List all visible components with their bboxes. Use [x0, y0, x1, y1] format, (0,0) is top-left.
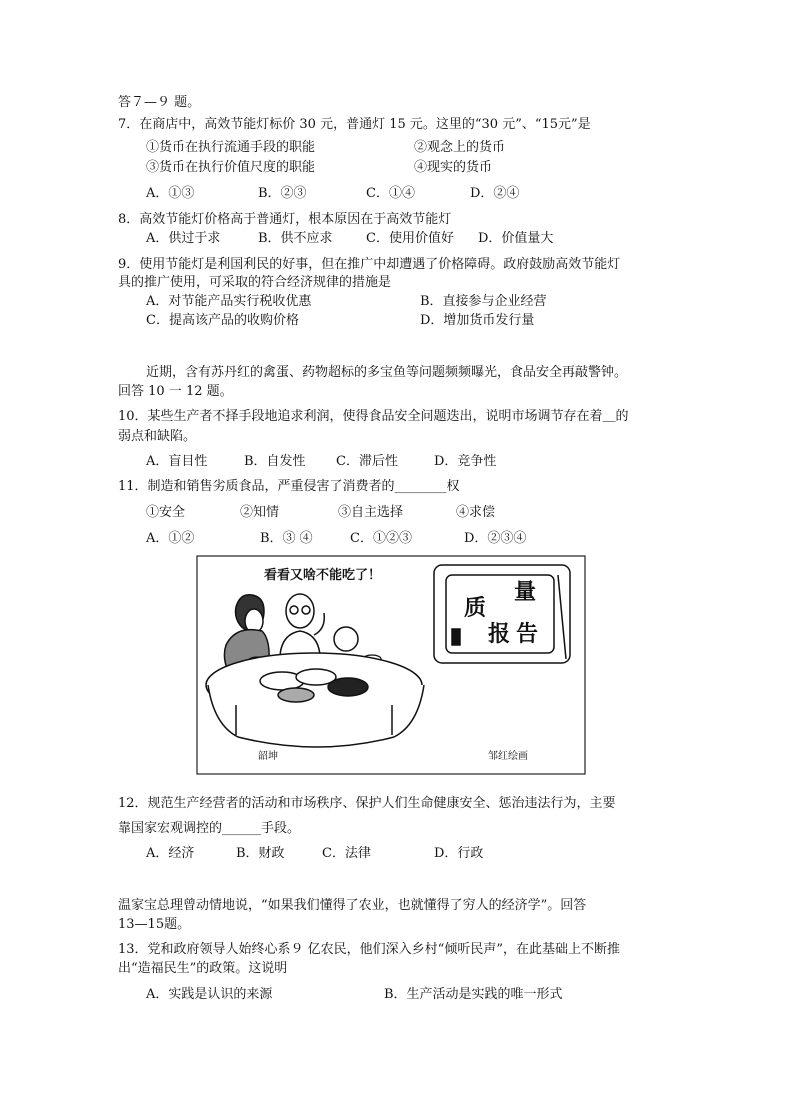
- question-12-stem-cont: 靠国家宏观调控的______手段。: [118, 821, 301, 836]
- q9-option-c: C．提高该产品的收购价格: [146, 313, 299, 328]
- cartoon-speech: 看看又啥不能吃了！: [264, 568, 382, 583]
- text-line: 答７—９ 题。: [118, 95, 201, 110]
- question-12-stem: 12．规范生产经营者的活动和市场秩序、保护人们生命健康安全、惩治违法行为，主要: [118, 796, 616, 811]
- q7-option-a: A．①③: [146, 186, 195, 201]
- q7-item-1: ①货币在执行流通手段的职能: [146, 140, 316, 155]
- q8-option-b: B．供不应求: [258, 231, 333, 246]
- passage-agriculture-cont: 13—15题。: [118, 917, 191, 932]
- passage-agriculture: 温家宝总理曾动情地说，“如果我们懂得了农业，也就懂得了穷人的经济学”。回答: [118, 898, 587, 913]
- q8-option-c: C．使用价值好: [366, 231, 454, 246]
- q9-option-b: B．直接参与企业经营: [420, 294, 547, 309]
- q8-option-a: A．供过于求: [146, 231, 221, 246]
- q11-option-a: A．①②: [146, 531, 195, 546]
- q7-item-3: ③货币在执行价值尺度的职能: [146, 160, 316, 175]
- question-11-stem: 11．制造和销售劣质食品，严重侵害了消费者的________权: [118, 479, 460, 494]
- q8-option-d: D．价值量大: [478, 231, 554, 246]
- q11-item-2: ②知情: [240, 505, 280, 520]
- q10-option-b: B．自发性: [244, 454, 306, 469]
- passage-food-safety-cont: 回答 10 一 12 题。: [118, 384, 233, 399]
- q7-item-4: ④现实的货币: [414, 160, 493, 175]
- q12-option-b: B．财政: [236, 846, 285, 861]
- q7-option-b: B．②③: [258, 186, 307, 201]
- tv-char-4: 告: [516, 621, 539, 647]
- q13-option-a: A．实践是认识的来源: [146, 987, 273, 1002]
- cartoon-caption-right: 邹红绘画: [488, 751, 528, 762]
- q9-option-d: D．增加货币发行量: [420, 313, 535, 328]
- q11-option-b: B．③ ④: [260, 531, 313, 546]
- q10-option-a: A．盲目性: [146, 454, 208, 469]
- tv-char-3: 报: [488, 621, 511, 647]
- tv-set: [434, 565, 570, 663]
- q11-item-1: ①安全: [146, 505, 186, 520]
- q13-option-b: B．生产活动是实践的唯一形式: [384, 987, 563, 1002]
- question-13-stem-cont: 出“造福民生”的政策。这说明: [118, 961, 288, 976]
- q12-option-d: D．行政: [434, 846, 484, 861]
- question-10-stem: 10．某些生产者不择手段地追求利润，使得食品安全问题迭出，说明市场调节存在着＿的: [118, 409, 629, 424]
- q12-option-c: C．法律: [322, 846, 371, 861]
- q9-option-a: A．对节能产品实行税收优惠: [146, 294, 312, 309]
- tv-char-1: 量: [514, 579, 537, 605]
- q11-option-c: C．①②③: [350, 531, 412, 546]
- question-9-stem-cont: 具的推广使用，可采取的符合经济规律的措施是: [118, 275, 392, 290]
- q7-item-2: ②观念上的货币: [414, 140, 506, 155]
- q11-option-d: D．②③④: [464, 531, 527, 546]
- tv-char-2: 质: [464, 595, 487, 621]
- q10-option-d: D．竞争性: [434, 454, 497, 469]
- question-13-stem: 13．党和政府领导人始终心系９ 亿农民，他们深入乡村“倾听民声”，在此基础上不断推: [118, 942, 620, 957]
- q7-option-d: D．②④: [470, 186, 520, 201]
- q10-option-c: C．滞后性: [336, 454, 398, 469]
- q7-option-c: C．①④: [366, 186, 415, 201]
- cartoon-caption-left: 韶坤: [258, 751, 278, 762]
- cartoon-illustration: [196, 555, 586, 775]
- q11-item-4: ④求偿: [456, 505, 496, 520]
- question-10-stem-cont: 弱点和缺陷。: [118, 429, 197, 444]
- q12-option-a: A．经济: [146, 846, 195, 861]
- question-9-stem: 9．使用节能灯是利国利民的好事，但在推广中却遭遇了价格障碍。政府鼓励高效节能灯: [118, 257, 621, 272]
- question-7-stem: 7．在商店中，高效节能灯标价 30 元，普通灯 15 元。这里的“30 元”、“15元”是: [118, 117, 591, 132]
- q11-item-3: ③自主选择: [338, 505, 404, 520]
- question-8-stem: 8．高效节能灯价格高于普通灯，根本原因在于高效节能灯: [118, 212, 452, 227]
- passage-food-safety: 近期，含有苏丹红的禽蛋、药物超标的多宝鱼等问题频频曝光，食品安全再敲警钟。: [146, 365, 628, 380]
- dining-table: [206, 653, 424, 747]
